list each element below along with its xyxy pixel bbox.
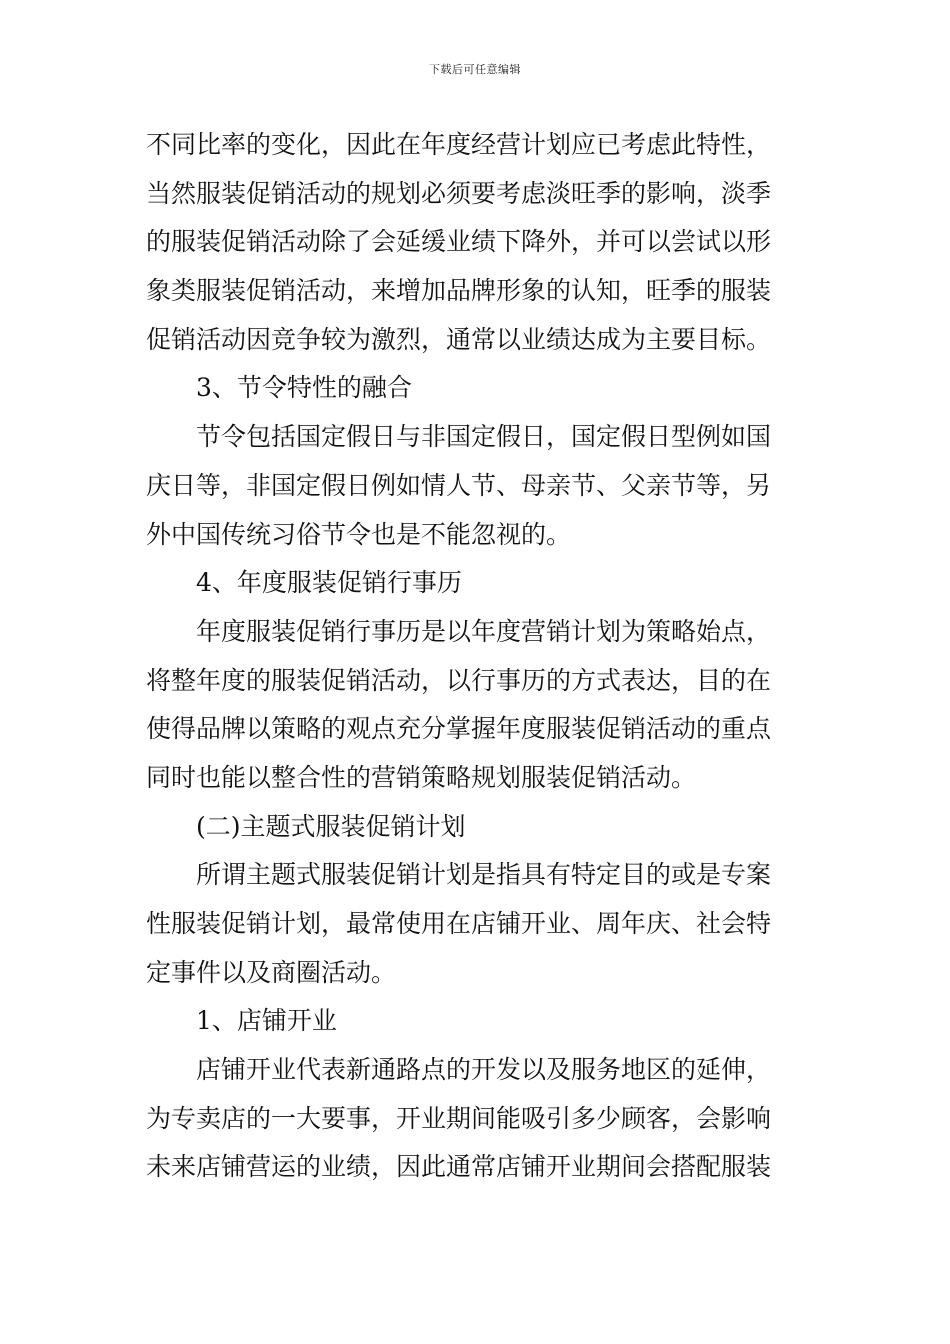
text-line: 将整年度的服装促销活动，以行事历的方式表达，目的在 xyxy=(146,665,772,695)
text-line: 象类服装促销活动，来增加品牌形象的认知，旺季的服装 xyxy=(146,276,772,306)
text-line: 同时也能以整合性的营销策略规划服装促销活动。 xyxy=(146,762,697,792)
text-line: 节令包括国定假日与非国定假日，国定假日型例如国 xyxy=(196,422,772,452)
text-line: 年度服装促销行事历是以年度营销计划为策略始点， xyxy=(196,616,772,646)
text-line: 定事件以及商圈活动。 xyxy=(146,957,397,987)
text-line: 为专卖店的一大要事，开业期间能吸引多少顾客，会影响 xyxy=(146,1103,772,1133)
text-line: 的服装促销活动除了会延缓业绩下降外，并可以尝试以形 xyxy=(146,227,772,257)
text-line: 外中国传统习俗节令也是不能忽视的。 xyxy=(146,519,572,549)
text-line: 不同比率的变化，因此在年度经营计划应已考虑此特性， xyxy=(146,130,772,159)
text-line: 3、节令特性的融合 xyxy=(196,373,412,403)
page-header-note: 下载后可任意编辑 xyxy=(429,63,521,76)
text-line: 庆日等，非国定假日例如情人节、母亲节、父亲节等，另 xyxy=(146,470,772,500)
text-line: 未来店铺营运的业绩，因此通常店铺开业期间会搭配服装 xyxy=(146,1152,772,1182)
text-line: 店铺开业代表新通路点的开发以及服务地区的延伸， xyxy=(196,1055,772,1085)
text-line: 1、店铺开业 xyxy=(196,1006,337,1036)
text-line: 当然服装促销活动的规划必须要考虑淡旺季的影响，淡季 xyxy=(146,178,772,208)
text-line: 促销活动因竞争较为激烈，通常以业绩达成为主要目标。 xyxy=(146,324,772,354)
text-line: 4、年度服装促销行事历 xyxy=(196,568,462,598)
text-line: 性服装促销计划，最常使用在店铺开业、周年庆、社会特 xyxy=(146,909,772,938)
document-body xyxy=(146,121,808,1192)
text-line: (二)主题式服装促销计划 xyxy=(196,811,466,841)
text-line: 使得品牌以策略的观点充分掌握年度服装促销活动的重点 xyxy=(146,714,772,744)
text-line: 所谓主题式服装促销计划是指具有特定目的或是专案 xyxy=(196,860,772,890)
